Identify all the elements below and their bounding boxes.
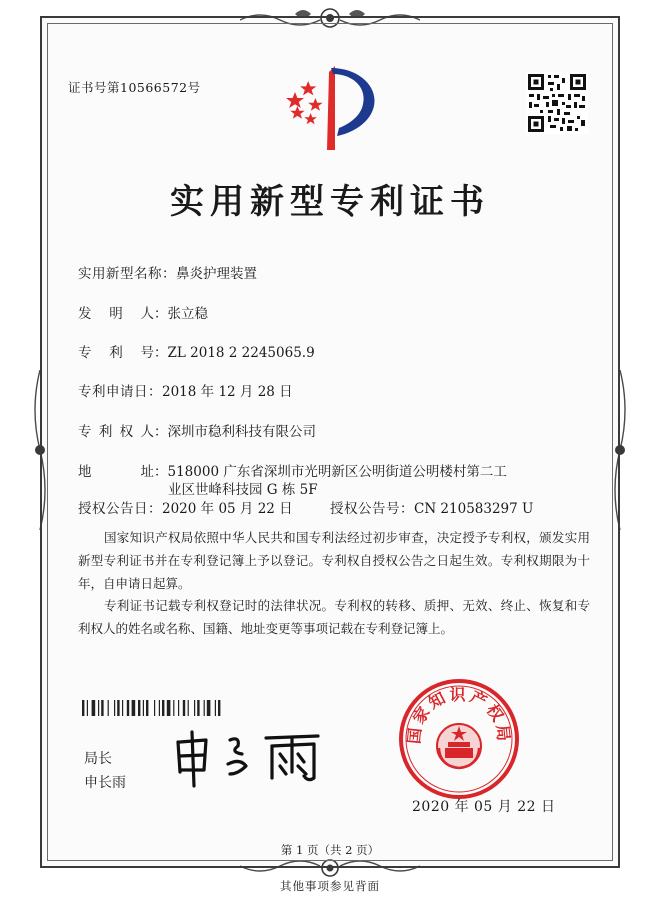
- address-line-2: 业区世峰科技园 G 栋 5F: [168, 482, 318, 498]
- handwritten-signature-icon: [168, 728, 348, 788]
- address-label-char: 址: [140, 464, 154, 480]
- director-name: 申长雨: [84, 775, 126, 791]
- patent-number-value: ZL 2018 2 2245065.9: [167, 345, 315, 361]
- footer-note: 其他事项参见背面: [280, 879, 380, 893]
- patent-number-label-char: 利: [109, 345, 123, 361]
- address-label: [78, 460, 154, 480]
- announcement-date-row: [78, 497, 293, 517]
- patent-number-row: [78, 341, 315, 361]
- seal-text: 国家知识产权局: [404, 685, 514, 745]
- patentee-value: 深圳市稳利科技有限公司: [167, 424, 316, 440]
- patent-number-label-char: 号: [140, 345, 154, 361]
- inventor-label-char: 人: [140, 306, 154, 322]
- application-date-label: 专利申请日：: [78, 384, 162, 400]
- inventor-label-char: 明: [109, 306, 123, 322]
- utility-model-name-label: 实用新型名称：: [78, 266, 176, 282]
- announcement-number-value: CN 210583297 U: [414, 501, 534, 517]
- utility-model-name-row: [78, 262, 257, 282]
- inventor-label-char: 发: [78, 306, 92, 322]
- patentee-colon: ：: [154, 424, 168, 440]
- barcode-icon: [82, 700, 278, 716]
- page-number: 第 1 页（共 2 页）: [280, 843, 380, 857]
- cnipa-logo-icon: [283, 62, 381, 152]
- announcement-number-label: 授权公告号：: [330, 501, 414, 517]
- patent-number-colon: ：: [154, 345, 168, 361]
- patentee-label-char: 人: [140, 424, 154, 440]
- address-label-char: 地: [78, 464, 92, 480]
- director-title: 局长: [84, 751, 112, 767]
- announcement-number-row: [330, 497, 533, 517]
- seal-date: 2020 年 05 月 22 日: [412, 799, 556, 815]
- inventor-value: 张立稳: [167, 306, 208, 322]
- patentee-row: [78, 420, 316, 440]
- patentee-label: [78, 420, 154, 440]
- patentee-label-char: 利: [98, 424, 113, 440]
- qr-code-icon: [526, 72, 588, 134]
- announcement-date-value: 2020 年 05 月 22 日: [162, 501, 293, 517]
- legal-status-paragraph: 专利证书记载专利权登记时的法律状况。专利权的转移、质押、无效、终止、恢复和专利权人的姓名或名称、国籍、地址变更等事项记载在专利登记簿上。: [78, 598, 590, 636]
- address-line-1: 518000 广东省深圳市光明新区公明街道公明楼村第二工: [167, 464, 507, 480]
- inventor-row: [78, 302, 208, 322]
- certificate-title: 实用新型专利证书: [170, 182, 490, 222]
- inventor-label: [78, 302, 154, 322]
- utility-model-name-value: 鼻炎护理装置: [176, 266, 257, 282]
- application-date-row: [78, 380, 293, 400]
- patent-number-label-char: 专: [78, 345, 92, 361]
- grant-statement-paragraph: 国家知识产权局依照中华人民共和国专利法经过初步审查，决定授予专利权，颁发实用新型专利证书并在专利登记簿上予以登记。专利权自授权公告之日起生效。专利权期限为十年，自申请日起算。: [78, 530, 590, 591]
- inventor-colon: ：: [154, 306, 168, 322]
- patentee-label-char: 专: [78, 424, 92, 440]
- address-row: [78, 460, 507, 480]
- certificate-number: 证书号第10566572号: [68, 80, 201, 95]
- patent-number-label: [78, 341, 154, 361]
- application-date-value: 2018 年 12 月 28 日: [162, 384, 293, 400]
- patentee-label-char: 权: [119, 424, 134, 440]
- address-colon: ：: [154, 464, 168, 480]
- announcement-date-label: 授权公告日：: [78, 501, 162, 517]
- official-seal-icon: [396, 676, 522, 802]
